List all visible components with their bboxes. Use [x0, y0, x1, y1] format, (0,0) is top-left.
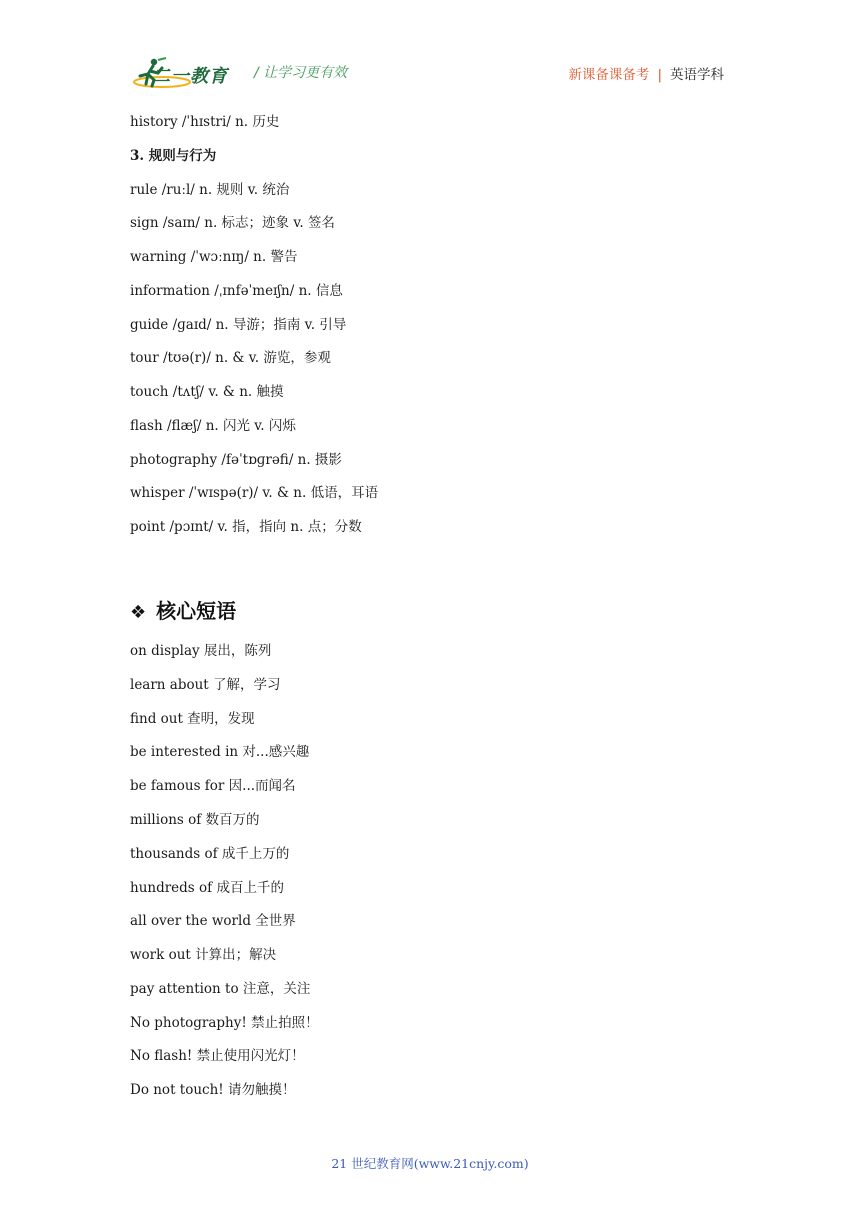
subject-label: 英语学科 [670, 67, 724, 83]
phrase-line: learn about 了解，学习 [130, 677, 281, 693]
section-title [130, 598, 236, 626]
phrase-line: on display 展出，陈列 [130, 643, 272, 659]
phrase-line: millions of 数百万的 [130, 812, 260, 828]
vocab-line: point /pɔɪnt/ v. 指，指向 n. 点；分数 [130, 519, 362, 535]
header-separator: | [657, 67, 662, 83]
phrase-line: work out 计算出；解决 [130, 947, 277, 963]
diamond-bullet-icon: ❖ [130, 602, 147, 623]
phrase-line: find out 查明，发现 [130, 711, 255, 727]
phrase-line: all over the world 全世界 [130, 913, 296, 929]
vocab-line: sign /saɪn/ n. 标志；迹象 v. 签名 [130, 215, 335, 231]
phrase-line: be interested in 对...感兴趣 [130, 744, 310, 760]
phrase-line: No flash! 禁止使用闪光灯！ [130, 1048, 305, 1064]
vocab-line: rule /ruːl/ n. 规则 v. 统治 [130, 182, 290, 198]
phrase-line: pay attention to 注意，关注 [130, 981, 311, 997]
page-header [0, 0, 860, 100]
vocab-line: information /ˌɪnfəˈmeɪʃn/ n. 信息 [130, 283, 343, 299]
phrase-line: be famous for 因...而闻名 [130, 778, 296, 794]
vocab-line: history /ˈhɪstri/ n. 历史 [130, 114, 280, 130]
vocab-line: flash /flæʃ/ n. 闪光 v. 闪烁 [130, 418, 296, 434]
vocab-line: guide /ɡaɪd/ n. 导游；指南 v. 引导 [130, 317, 347, 333]
phrase-line: hundreds of 成百上千的 [130, 880, 284, 896]
vocab-line: tour /tʊə(r)/ n. & v. 游览，参观 [130, 350, 331, 366]
vocab-line: photography /fəˈtɒɡrəfi/ n. 摄影 [130, 452, 342, 468]
phrase-line: thousands of 成千上万的 [130, 846, 290, 862]
header-right [568, 63, 724, 83]
vocab-line: warning /ˈwɔːnɪŋ/ n. 警告 [130, 249, 298, 265]
page-footer: 21 世纪教育网(www.21cnjy.com) [331, 1156, 529, 1171]
phrase-line: No photography! 禁止拍照！ [130, 1015, 319, 1031]
phrase-line: Do not touch! 请勿触摸！ [130, 1082, 296, 1098]
section-title-text: 核心短语 [156, 599, 237, 623]
logo-text: 二一教育 [152, 66, 228, 87]
vocab-line: whisper /ˈwɪspə(r)/ v. & n. 低语，耳语 [130, 485, 379, 501]
vocab-line: touch /tʌtʃ/ v. & n. 触摸 [130, 384, 284, 400]
header-slogan: / 让学习更有效 [254, 65, 348, 81]
subsection-heading: 3. 规则与行为 [130, 148, 217, 164]
course-label: 新课备课备考 [568, 67, 650, 83]
